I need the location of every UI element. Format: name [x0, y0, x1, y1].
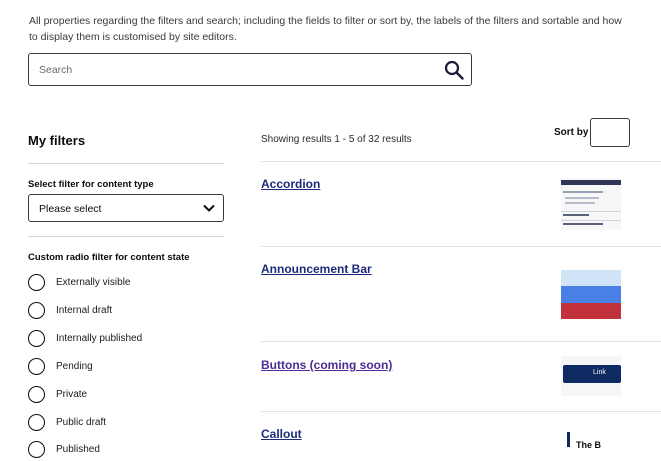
search-icon[interactable] — [443, 59, 465, 81]
result-title-buttons[interactable]: Buttons (coming soon) — [261, 358, 393, 372]
sort-by-label: Sort by — [554, 127, 589, 138]
results-divider — [261, 246, 661, 247]
thumbnail-accordion — [561, 178, 621, 230]
content-state-label: Custom radio filter for content state — [28, 252, 190, 263]
radio-internal-draft[interactable] — [28, 302, 228, 322]
radio-circle[interactable] — [28, 358, 45, 375]
results-summary: Showing results 1 - 5 of 32 results — [261, 134, 412, 145]
results-divider — [261, 341, 661, 342]
result-title-announcement-bar[interactable]: Announcement Bar — [261, 262, 372, 276]
radio-private[interactable] — [28, 386, 228, 406]
radio-label: Public draft — [56, 417, 107, 428]
thumbnail-link-text: Link — [593, 369, 606, 376]
radio-public-draft[interactable] — [28, 414, 228, 434]
radio-published[interactable] — [28, 441, 228, 461]
thumbnail-announcement-bar — [561, 270, 621, 319]
thumbnail-callout — [561, 432, 621, 450]
radio-label: Internal draft — [56, 305, 113, 316]
radio-circle[interactable] — [28, 330, 45, 347]
radio-circle[interactable] — [28, 274, 45, 291]
radio-circle[interactable] — [28, 441, 45, 458]
intro-text: All properties regarding the filters and search; including the fields to filter or sort by, the labels of the filters and sortable and how to display them is customised by site editors. — [29, 15, 622, 43]
search-placeholder: Search — [39, 64, 73, 76]
radio-circle[interactable] — [28, 386, 45, 403]
result-title-callout[interactable]: Callout — [261, 427, 302, 441]
results-divider — [261, 411, 661, 412]
radio-label: Externally visible — [56, 277, 131, 288]
filters-divider — [28, 236, 224, 237]
radio-internally-published[interactable] — [28, 330, 228, 350]
content-type-value: Please select — [39, 203, 102, 215]
radio-label: Internally published — [56, 333, 143, 344]
thumbnail-buttons — [561, 356, 621, 396]
radio-label: Pending — [56, 361, 93, 372]
thumbnail-callout-text: The B — [576, 440, 602, 450]
content-type-select[interactable] — [28, 194, 224, 222]
sort-by-select[interactable] — [590, 118, 630, 147]
search-input[interactable] — [28, 53, 472, 86]
content-type-label: Select filter for content type — [28, 179, 154, 190]
results-divider — [261, 161, 661, 162]
radio-externally-visible[interactable] — [28, 274, 228, 294]
result-title-accordion[interactable]: Accordion — [261, 177, 321, 191]
radio-pending[interactable] — [28, 358, 228, 378]
radio-label: Private — [56, 389, 88, 400]
radio-circle[interactable] — [28, 414, 45, 431]
filters-divider — [28, 163, 224, 164]
filters-title: My filters — [28, 133, 86, 148]
radio-circle[interactable] — [28, 302, 45, 319]
chevron-down-icon — [203, 204, 215, 213]
radio-label: Published — [56, 444, 100, 455]
